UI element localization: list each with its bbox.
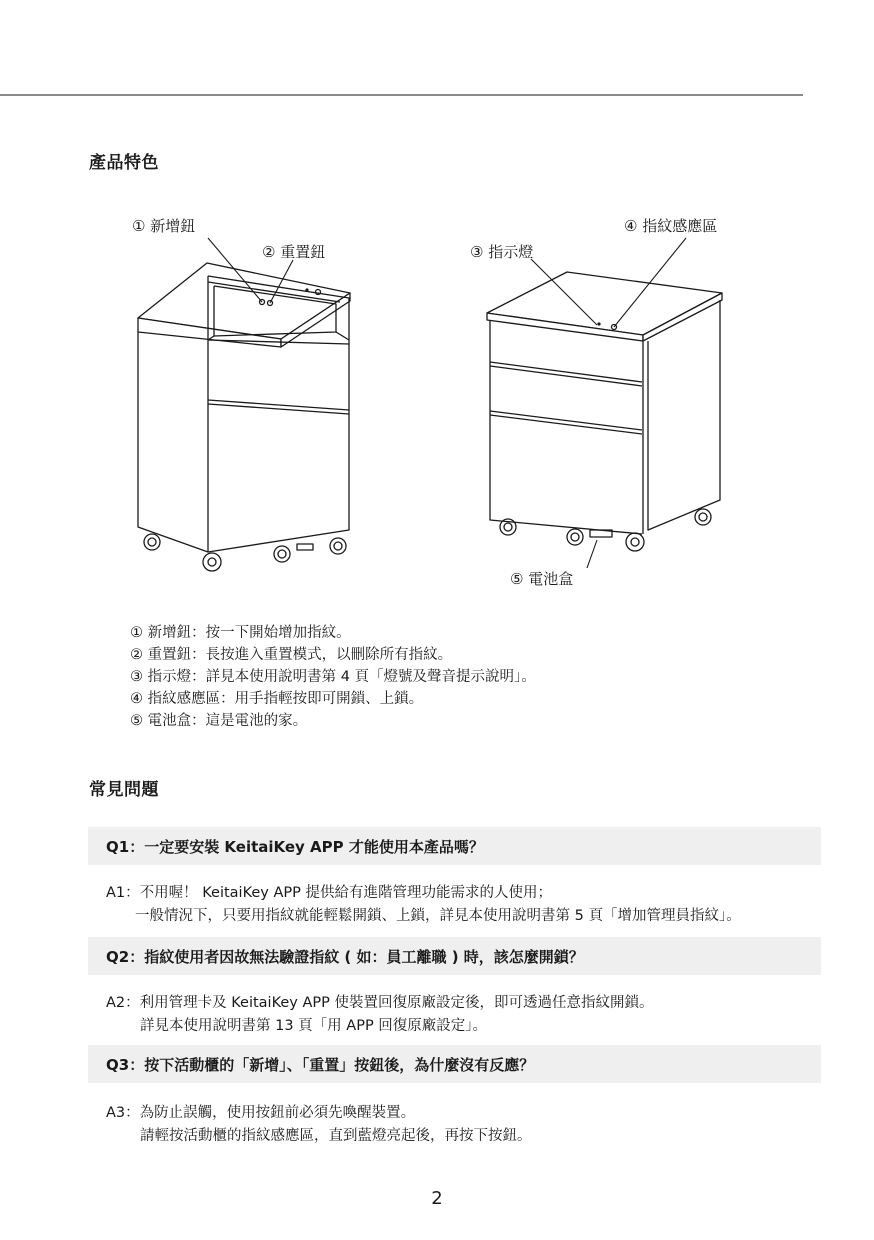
answer-line: A2：利用管理卡及 KeitaiKey APP 使裝置回復原廠設定後，即可透過任意指紋開鎖。 bbox=[106, 995, 654, 1011]
feature-item: ⑤ 電池盒：這是電池的家。 bbox=[130, 713, 308, 729]
answer-line: A1：不用喔！ KeitaiKey APP 提供給有進階管理功能需求的人使用； bbox=[106, 885, 553, 901]
question-text: Q1：一定要安裝 KeitaiKey APP 才能使用本產品嗎？ bbox=[106, 838, 484, 856]
question-bar bbox=[88, 827, 821, 865]
feature-item: ① 新增鈕：按一下開始增加指紋。 bbox=[130, 625, 351, 641]
question-text: Q2：指紋使用者因故無法驗證指紋 ( 如：員工離職 ) 時，該怎麼開鎖？ bbox=[106, 948, 584, 966]
answer-line: 一般情況下，只要用指紋就能輕鬆開鎖、上鎖，詳見本使用說明書第 5 頁「增加管理員指紋」。 bbox=[135, 908, 741, 924]
callout-fingerprint: ④ 指紋感應區 bbox=[624, 217, 718, 235]
feature-item: ③ 指示燈：詳見本使用說明書第 4 頁「燈號及聲音提示說明」。 bbox=[130, 669, 536, 685]
header-rule bbox=[0, 94, 803, 96]
product-illustration bbox=[0, 200, 874, 600]
question-bar bbox=[88, 937, 821, 975]
faq-heading: 常見問題 bbox=[89, 780, 159, 800]
answer-line: 請輕按活動櫃的指紋感應區，直到藍燈亮起後，再按下按鈕。 bbox=[140, 1128, 532, 1144]
feature-item: ④ 指紋感應區：用手指輕按即可開鎖、上鎖。 bbox=[130, 691, 424, 707]
cabinet-front-view bbox=[138, 263, 350, 571]
question-text: Q3：按下活動櫃的「新增」、「重置」按鈕後，為什麼沒有反應？ bbox=[106, 1056, 535, 1074]
callout-new-button: ① 新增鈕 bbox=[132, 217, 196, 235]
cabinet-angle-view bbox=[487, 272, 722, 551]
callout-battery: ⑤ 電池盒 bbox=[510, 570, 574, 588]
answer-line: 詳見本使用說明書第 13 頁「用 APP 回復原廠設定」。 bbox=[140, 1018, 488, 1034]
answer-line: A3：為防止誤觸，使用按鈕前必須先喚醒裝置。 bbox=[106, 1105, 416, 1121]
callout-reset-button: ② 重置鈕 bbox=[262, 243, 326, 261]
callout-indicator: ③ 指示燈 bbox=[470, 243, 534, 261]
features-heading: 產品特色 bbox=[89, 153, 159, 173]
feature-item: ② 重置鈕：長按進入重置模式，以刪除所有指紋。 bbox=[130, 647, 453, 663]
feature-list bbox=[130, 622, 536, 732]
question-bar bbox=[88, 1045, 821, 1083]
page-number: 2 bbox=[431, 1188, 443, 1209]
